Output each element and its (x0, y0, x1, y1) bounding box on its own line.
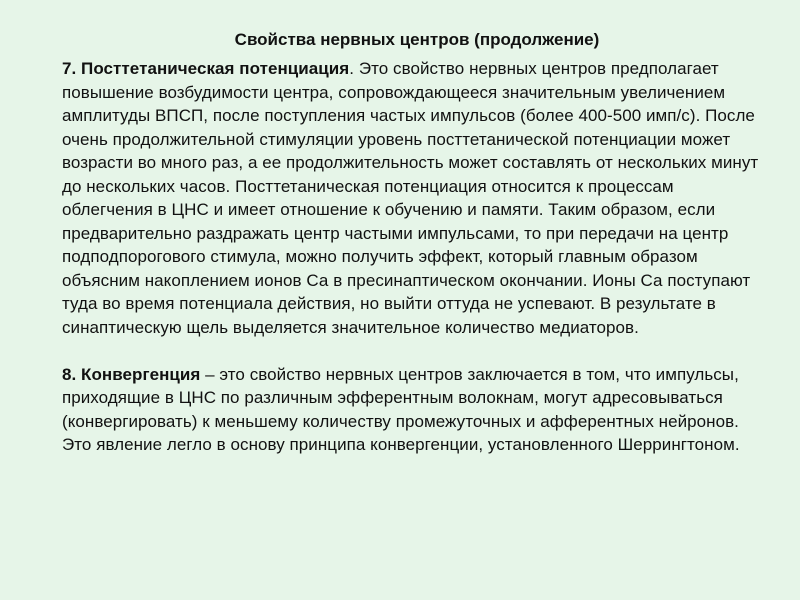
paragraph-convergence (62, 363, 764, 457)
paragraph-post-tetanic-potentiation (62, 57, 764, 339)
term-convergence: 8. Конвергенция (62, 364, 201, 384)
paragraph-spacer (62, 339, 764, 363)
text-post-tetanic-potentiation: . Это свойство нервных центров предполагает повышение возбудимости центра, сопровождающееся значительным увеличением амплитуды ВПСП, после поступления частых импульсов (более 400-500 имп/с). После очень продолжительной стимуляции уровень посттетанической потенциации может возрасти во много раз, а ее продолжительность может составлять от нескольких минут до нескольких часов. Посттетаническая потенциация относится к процессам облегчения в ЦНС и имеет отношение к обучению и памяти. Таким образом, если предварительно раздражать центр частыми импульсами, то при передачи на центр подподпорогового стимула, можно получить эффект, который главным образом объясним накоплением ионов Са в пресинаптическом окончании. Ионы Са поступают туда во время потенциала действия, но выйти оттуда не успевают. В результате в синаптическую щель выделяется значительное количество медиаторов. (62, 59, 759, 337)
text-convergence: – это свойство нервных центров заключается в том, что импульсы, приходящие в ЦНС по различным эфферентным волокнам, могут адресовываться (конвергировать) к меньшему количеству промежуточных и афферентных нейронов. Это явление легло в основу принципа конвергенции, установленного Шеррингтоном. (62, 364, 740, 454)
slide-title: Свойства нервных центров (продолжение) (234, 30, 600, 49)
term-post-tetanic-potentiation: 7. Посттетаническая потенциация (62, 59, 350, 78)
